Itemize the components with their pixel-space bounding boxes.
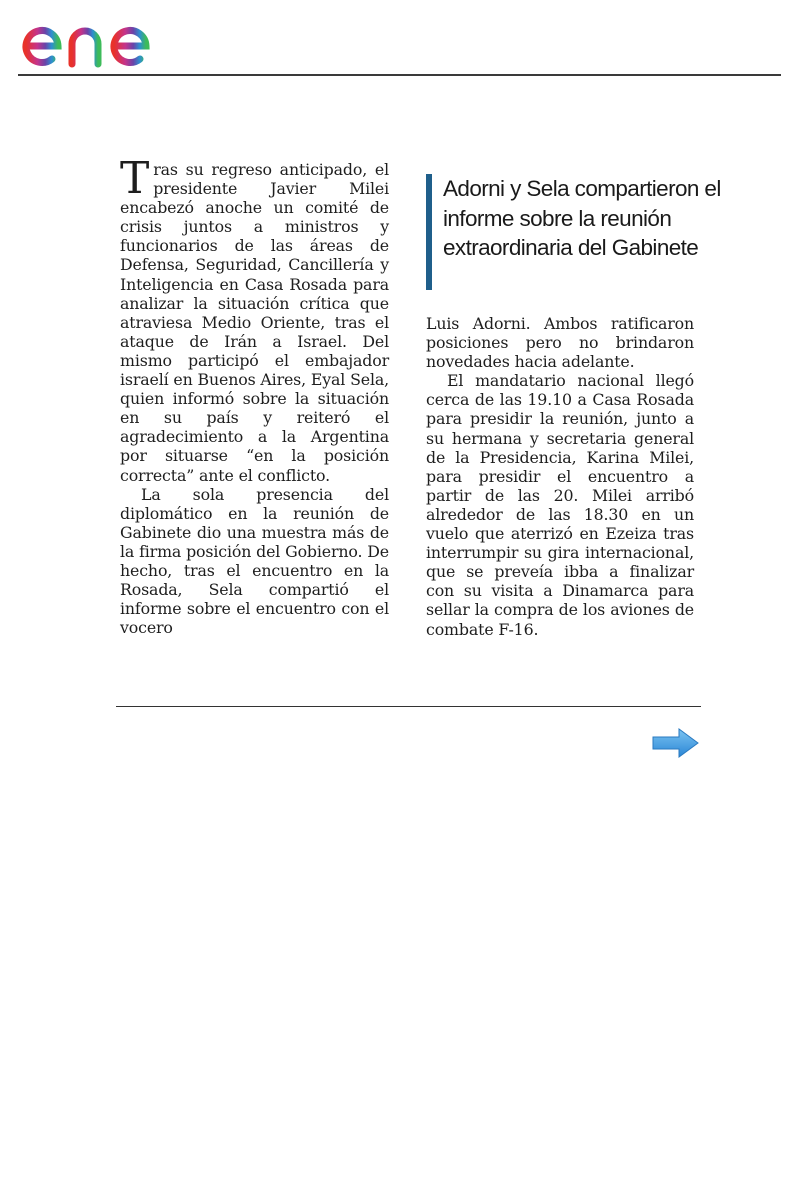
paragraph-4: El mandatario nacional llegó cerca de las 19.10 a Casa Rosada para presidir la reunión, junto a su hermana y secretaria general de la Presidencia, Karina Milei, para presidir el encuentro a partir de las 20. Milei arribó alrededor de las 18.30 en un vuelo que aterrizó en Ezeiza tras interrumpir su gira internacional, que se preveía ibba a finalizar con su visita a Dinamarca para sellar la compra de los aviones de combate F-16. <box>426 371 694 639</box>
enel-logo-icon <box>18 4 194 70</box>
headline-accent-bar <box>426 174 432 290</box>
subheadline-box <box>426 174 721 290</box>
arrow-right-icon <box>651 726 701 760</box>
paragraph-1 <box>120 153 389 485</box>
article-column-right <box>426 314 694 639</box>
paragraph-3: Luis Adorni. Ambos ratificaron posiciones pero no brindaron novedades hacia adelante. <box>426 314 694 372</box>
dropcap: T <box>120 153 150 204</box>
paragraph-2: La sola presencia del diplomático en la reunión de Gabinete dio una muestra más de la firma posición del Gobierno. De hecho, tras el encuentro en la Rosada, Sela compartió el informe sobre el encuentro con el vocero <box>120 484 389 638</box>
article-column-left <box>120 153 389 638</box>
header-divider <box>18 74 781 76</box>
next-page-button[interactable] <box>651 726 701 760</box>
article-bottom-divider <box>116 706 701 707</box>
svg-text:enel: enel <box>18 4 21 5</box>
subheadline: Adorni y Sela compartieron el informe sobre la reunión extraordinaria del Gabinete <box>443 176 721 260</box>
paragraph-1-text: ras su regreso anticipado, el presidente Javier Milei encabezó anoche un comité de crisis juntos a ministros y funcionarios de las áreas de Defensa, Seguridad, Cancillería y Inteligencia en Casa Rosada para analizar la situación crítica que atraviesa Medio Oriente, tras el ataque de Irán a Israel. Del mismo participó el embajador israelí en Buenos Aires, Eyal Sela, quien informó sobre la situación en su país y reiteró el agradecimiento a la Argentina por situarse “en la posición correcta” ante el conflicto. <box>120 160 389 485</box>
enel-logo <box>18 4 194 70</box>
